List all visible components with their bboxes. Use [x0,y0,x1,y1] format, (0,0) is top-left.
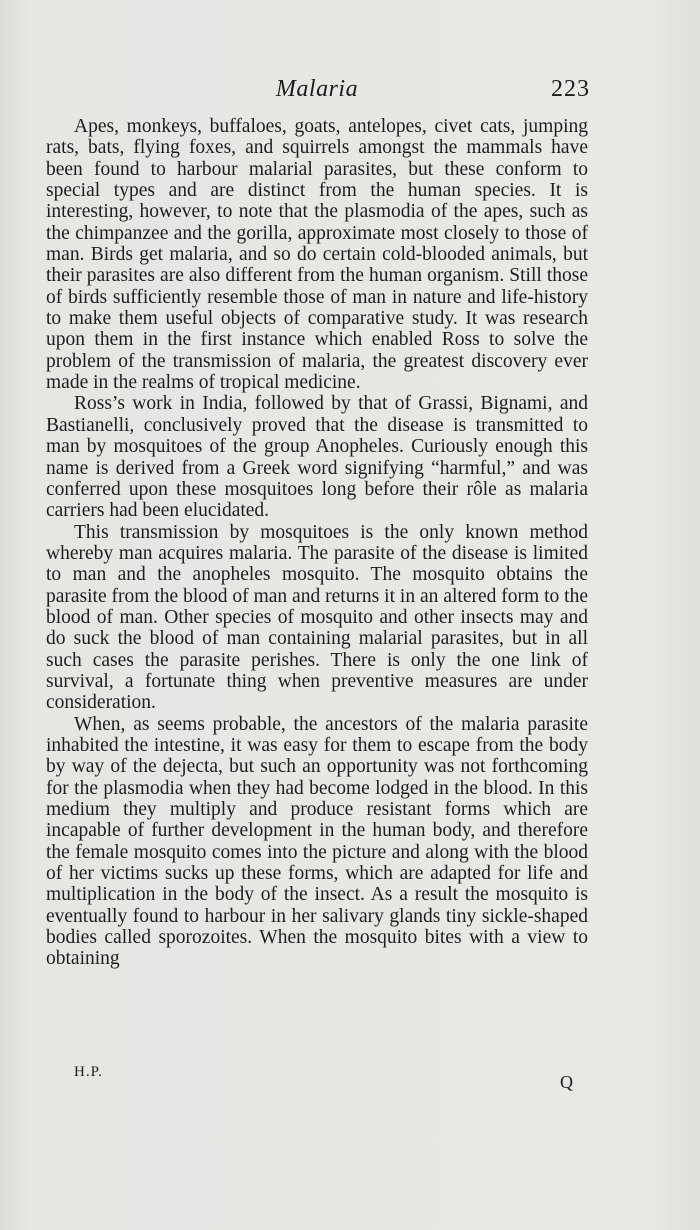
signature-letter: Q [560,1072,573,1092]
paragraph-1: Apes, monkeys, buffaloes, goats, antelopes, civet cats, jumping rats, bats, flying foxes, and squirrels amongst the mammals have been found to harbour malarial parasites, but these conform to special types and are distinct from the human species. It is interesting, however, to note that the plasmodia of the apes, such as the chimpanzee and the gorilla, approximate most closely to those of man. Birds get malaria, and so do certain cold-blooded animals, but their parasites are also different from the human organism. Still those of birds sufficiently resemble those of man in nature and life-history to make them useful objects of comparative study. It was research upon them in the first instance which enabled Ross to solve the problem of the transmission of malaria, the greatest discovery ever made in the realms of tropical medicine. [46,116,588,394]
running-title: Malaria [275,76,359,102]
running-head [46,76,588,110]
body-text [46,116,588,970]
signature-mark: H.P. [74,1064,104,1080]
paragraph-2: Ross’s work in India, followed by that of Grassi, Bignami, and Bastianelli, conclusively proved that the disease is transmitted to man by mosquitoes of the group Anopheles. Curiously enough this name is derived from a Greek word signifying “harmful,” and was conferred upon these mosquitoes long before their rôle as malaria carriers had been elucidated. [46,393,588,522]
page-number: 223 [551,76,590,102]
paragraph-3: This transmission by mosquitoes is the only known method whereby man acquires malaria. The parasite of the disease is limited to man and the anopheles mosquito. The mosquito obtains the parasite from the blood of man and returns it in an altered form to the blood of man. Other species of mosquito and other insects may and do suck the blood of man containing malarial parasites, but in all such cases the parasite perishes. There is only the one link of survival, a fortunate thing when preventive measures are under consideration. [46,521,588,714]
paragraph-4: When, as seems probable, the ancestors of the malaria parasite inhabited the intestine, it was easy for them to escape from the body by way of the dejecta, but such an opportunity was not forthcoming for the plasmodia when they had become lodged in the blood. In this medium they multiply and produce resistant forms which are incapable of further development in the human body, and therefore the female mosquito comes into the picture and along with the blood of her victims sucks up these forms, which are adapted for life and multiplication in the body of the insect. As a result the mosquito is eventually found to harbour in her salivary glands tiny sickle-shaped bodies called sporozoites. When the mosquito bites with a view to obtaining [46,713,588,970]
